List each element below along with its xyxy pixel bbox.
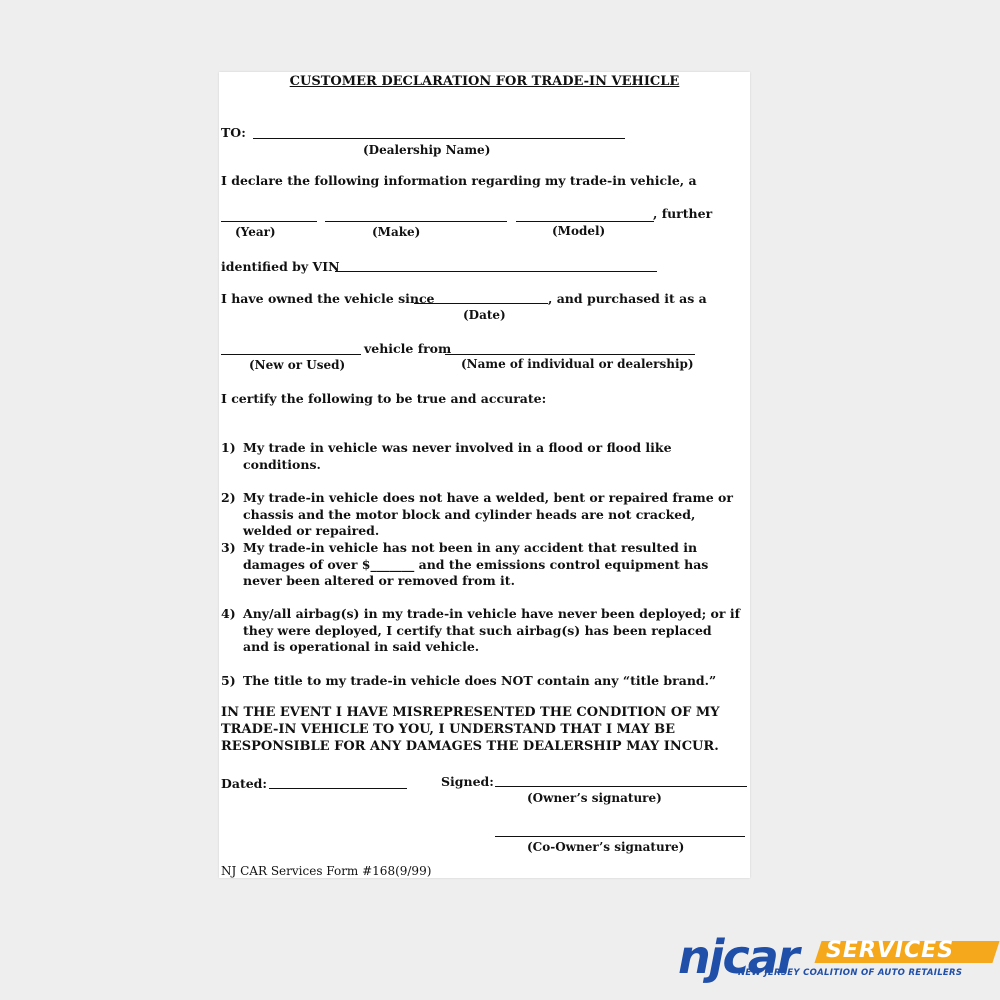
coowner-signature-field[interactable] [495, 836, 745, 837]
coowner-signature-caption: (Co-Owner’s signature) [527, 840, 685, 854]
item-number: 3) [221, 540, 236, 555]
certify-text: I certify the following to be true and accurate: [221, 391, 547, 406]
dealership-name-field[interactable] [253, 138, 625, 139]
dealership-caption: (Dealership Name) [363, 143, 491, 157]
form-document [219, 72, 750, 878]
dated-label: Dated: [221, 776, 268, 791]
vin-field[interactable] [335, 271, 657, 272]
year-caption: (Year) [235, 225, 276, 239]
logo-main-text: njcar [678, 930, 798, 984]
njcar-services-logo [668, 930, 998, 990]
form-footer: NJ CAR Services Form #168(9/99) [221, 864, 432, 878]
dated-field[interactable] [269, 788, 407, 789]
make-caption: (Make) [372, 225, 421, 239]
seller-name-field[interactable] [445, 354, 695, 355]
owned-label: I have owned the vehicle since [221, 291, 435, 306]
owner-signature-caption: (Owner’s signature) [527, 791, 662, 805]
further-text: , further [653, 206, 713, 221]
logo-tagline: NEW JERSEY COALITION OF AUTO RETAILERS [738, 968, 963, 978]
date-caption: (Date) [463, 308, 506, 322]
date-owned-field[interactable] [414, 303, 548, 304]
form-title: CUSTOMER DECLARATION FOR TRADE-IN VEHICLE [289, 74, 680, 89]
owner-signature-field[interactable] [495, 786, 747, 787]
purchased-text: , and purchased it as a [548, 291, 707, 306]
model-caption: (Model) [552, 224, 606, 238]
item-number: 2) [221, 490, 236, 505]
vehicle-from-label: vehicle from [364, 341, 452, 356]
model-field[interactable] [516, 221, 654, 222]
item-text: My trade-in vehicle does not have a welded, bent or repaired frame or chassis and the motor block and cylinder heads are not cracked, welded or repaired. [243, 490, 733, 538]
item-text: My trade in vehicle was never involved in a flood or flood like conditions. [243, 440, 672, 472]
item-number: 5) [221, 673, 236, 688]
signed-label: Signed: [441, 774, 494, 789]
logo-services-text: SERVICES [826, 938, 955, 963]
warning-line-1: IN THE EVENT I HAVE MISREPRESENTED THE CONDITION OF MY [221, 705, 720, 720]
new-or-used-field[interactable] [221, 354, 361, 355]
seller-caption: (Name of individual or dealership) [461, 357, 694, 371]
new-used-caption: (New or Used) [249, 358, 346, 372]
to-label: TO: [221, 125, 246, 140]
item-number: 1) [221, 440, 236, 455]
item-text: Any/all airbag(s) in my trade-in vehicle have never been deployed; or if they were deployed, I certify that such airbag(s) has been replaced and is operational in said vehicle. [243, 606, 740, 654]
vin-label: identified by VIN [221, 259, 340, 274]
item-number: 4) [221, 606, 236, 621]
warning-line-3: RESPONSIBLE FOR ANY DAMAGES THE DEALERSHIP MAY INCUR. [221, 739, 719, 754]
warning-line-2: TRADE-IN VEHICLE TO YOU, I UNDERSTAND THAT I MAY BE [221, 722, 676, 737]
declare-text: I declare the following information regarding my trade-in vehicle, a [221, 173, 697, 188]
item-text: My trade-in vehicle has not been in any accident that resulted in damages of over $_______ and the emissions control equipment has never been altered or removed from it. [243, 540, 709, 588]
year-field[interactable] [221, 221, 317, 222]
item-text: The title to my trade-in vehicle does NOT contain any “title brand.” [243, 673, 717, 688]
make-field[interactable] [325, 221, 507, 222]
